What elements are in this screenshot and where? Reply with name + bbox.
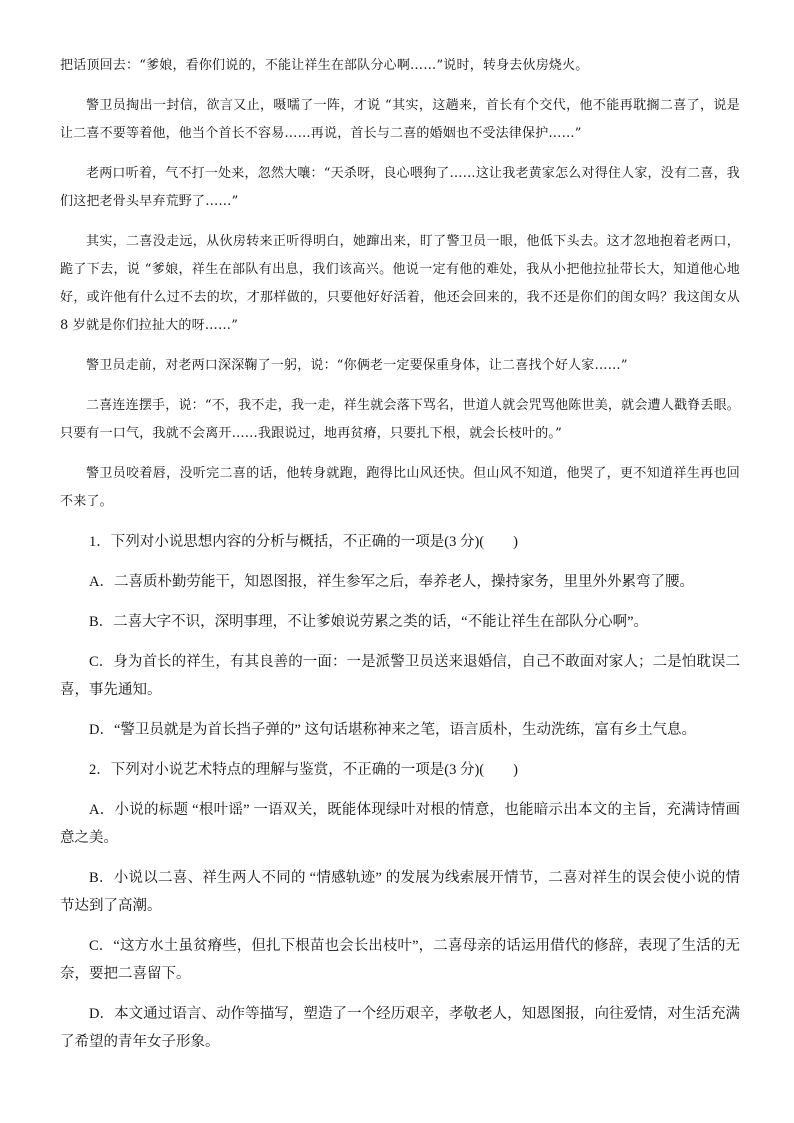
passage-paragraph: 老两口听着，气不打一处来，忽然大嚷：“天杀呀，良心喂狗了……这让我老黄家怎么对得住人家，没有二喜，我们这把老骨头早弃荒野了……” <box>60 166 740 209</box>
question-1-option-b: B．二喜大字不识，深明事理，不让爹娘说劳累之类的话，“不能让祥生在部队分心啊”。 <box>89 614 649 630</box>
question-1-option-a: A．二喜质朴勤劳能干，知恩图报，祥生参军之后，奉养老人，操持家务，里里外外累弯了腰。 <box>89 574 694 590</box>
passage-paragraph: 把话顶回去：“爹娘，看你们说的，不能让祥生在部队分心啊……”说时，转身去伙房烧火。 <box>60 58 589 73</box>
question-1-option-d: D．“警卫员就是为首长挡子弹的” 这句话堪称神来之笔，语言质朴，生动洗练，富有乡土气息。 <box>89 722 696 738</box>
question-section <box>60 528 740 1056</box>
question-2-option-d: D．本文通过语言、动作等描写，塑造了一个经历艰辛，孝敬老人，知恩图报，向往爱情，对生活充满了希望的青年女子形象。 <box>60 1006 740 1050</box>
passage-paragraph: 警卫员掏出一封信，欲言又止，嗫嚅了一阵，才说 “其实，这趟来，首长有个交代，他不能再耽搁二喜了，说是让二喜不要等着他，他当个首长不容易……再说，首长与二喜的婚姻也不受法律保护……” <box>60 98 740 141</box>
question-stem-2: 2．下列对小说艺术特点的理解与鉴赏，不正确的一项是(3 分)( ) <box>89 762 518 778</box>
passage-paragraph: 二喜连连摆手，说：“不，我不走，我一走，祥生就会落下骂名，世道人就会咒骂他陈世美，就会遭人戳脊丢眼。只要有一口气，我就不会离开……我跟说过，地再贫瘠，只要扎下根，就会长枝叶的。” <box>60 398 740 441</box>
document-page <box>60 52 740 1068</box>
passage-paragraph: 其实，二喜没走远，从伙房转来正听得明白，她蹿出来，盯了警卫员一眼，他低下头去。这才忽地抱着老两口，跪了下去，说 “爹娘，祥生在部队有出息，我们该高兴。他说一定有他的难处，我从小把他拉扯带长大，知道他心地好，或许他有什么过不去的坎，才那样做的，只要他好好活着，他还会回来的，我不还是你们的闺女吗？我这闺女从 8 岁就是你们拉扯大的呀……” <box>60 234 740 333</box>
question-2-option-b: B．小说以二喜、祥生两人不同的 “情感轨迹” 的发展为线索展开情节，二喜对祥生的误会使小说的情节达到了高潮。 <box>60 870 740 914</box>
story-passage <box>60 52 740 516</box>
passage-paragraph: 警卫员走前，对老两口深深鞠了一躬，说：“你俩老一定要保重身体，让二喜找个好人家……” <box>86 358 628 373</box>
question-stem-1: 1．下列对小说思想内容的分析与概括，不正确的一项是(3 分)( ) <box>89 534 518 550</box>
question-2-option-c: C．“这方水土虽贫瘠些，但扎下根苗也会长出枝叶”，二喜母亲的话运用借代的修辞，表现了生活的无奈，要把二喜留下。 <box>60 938 740 982</box>
question-2-option-a: A．小说的标题 “根叶谣” 一语双关，既能体现绿叶对根的情意，也能暗示出本文的主旨，充满诗情画意之美。 <box>60 802 740 846</box>
question-1-option-c: C．身为首长的祥生，有其良善的一面：一是派警卫员送来退婚信，自己不敢面对家人；二是怕耽误二喜，事先通知。 <box>60 654 740 698</box>
passage-paragraph: 警卫员咬着唇，没听完二喜的话，他转身就跑，跑得比山风还快。但山风不知道，他哭了，更不知道祥生再也回不来了。 <box>60 466 740 509</box>
